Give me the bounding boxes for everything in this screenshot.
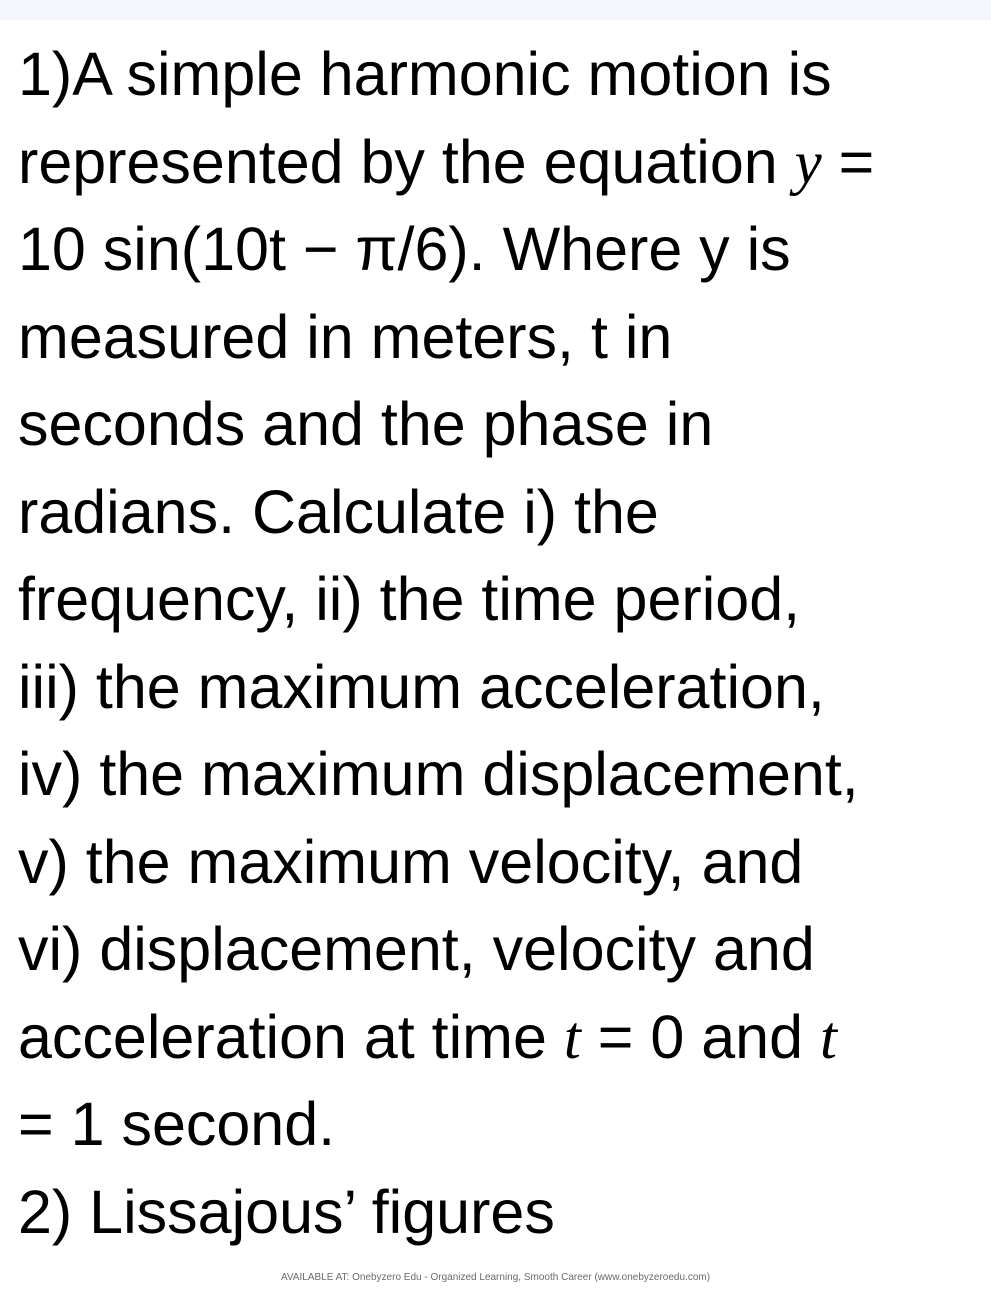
line-text: 2) Lissajous’ figures bbox=[18, 1177, 555, 1246]
line-text: iv) the maximum displacement, bbox=[18, 740, 859, 808]
line-text: 10 sin(10t − π/6). Where y is bbox=[18, 215, 791, 283]
line-text: represented by the equation bbox=[18, 127, 795, 196]
variable-t: t bbox=[819, 1004, 837, 1072]
text-line bbox=[18, 731, 978, 819]
line-text: = 1 second. bbox=[18, 1090, 336, 1158]
line-text-mid: = 0 and bbox=[580, 1002, 820, 1071]
line-text: iii) the maximum acceleration, bbox=[18, 652, 825, 721]
line-text: acceleration at time bbox=[18, 1002, 564, 1071]
text-line bbox=[18, 31, 978, 119]
text-line bbox=[18, 994, 978, 1082]
line-text: radians. Calculate i) the bbox=[18, 477, 659, 546]
line-text-end: = bbox=[821, 127, 875, 196]
line-text: vi) displacement, velocity and bbox=[18, 915, 815, 983]
top-strip bbox=[0, 0, 991, 20]
text-line bbox=[18, 1081, 978, 1169]
text-line bbox=[18, 206, 978, 294]
line-text: measured in meters, t in bbox=[18, 302, 673, 371]
text-line bbox=[18, 906, 978, 994]
variable-t: t bbox=[563, 1004, 581, 1072]
text-line bbox=[18, 469, 978, 557]
text-line bbox=[18, 819, 978, 907]
text-line bbox=[18, 1169, 978, 1257]
line-text: frequency, ii) the time period, bbox=[18, 565, 801, 633]
line-text: 1)A simple harmonic motion is bbox=[18, 40, 832, 108]
text-line bbox=[18, 381, 978, 469]
text-line bbox=[18, 119, 978, 207]
footer-attribution: AVAILABLE AT: Onebyzero Edu - Organized Learning, Smooth Career (www.onebyzeroedu.com) bbox=[280, 1272, 711, 1283]
line-text: v) the maximum velocity, and bbox=[18, 827, 804, 896]
text-line bbox=[18, 556, 978, 644]
text-line bbox=[18, 294, 978, 382]
text-line bbox=[18, 644, 978, 732]
question-text bbox=[18, 31, 978, 1256]
line-text: seconds and the phase in bbox=[18, 390, 714, 458]
variable-y: y bbox=[794, 129, 822, 197]
